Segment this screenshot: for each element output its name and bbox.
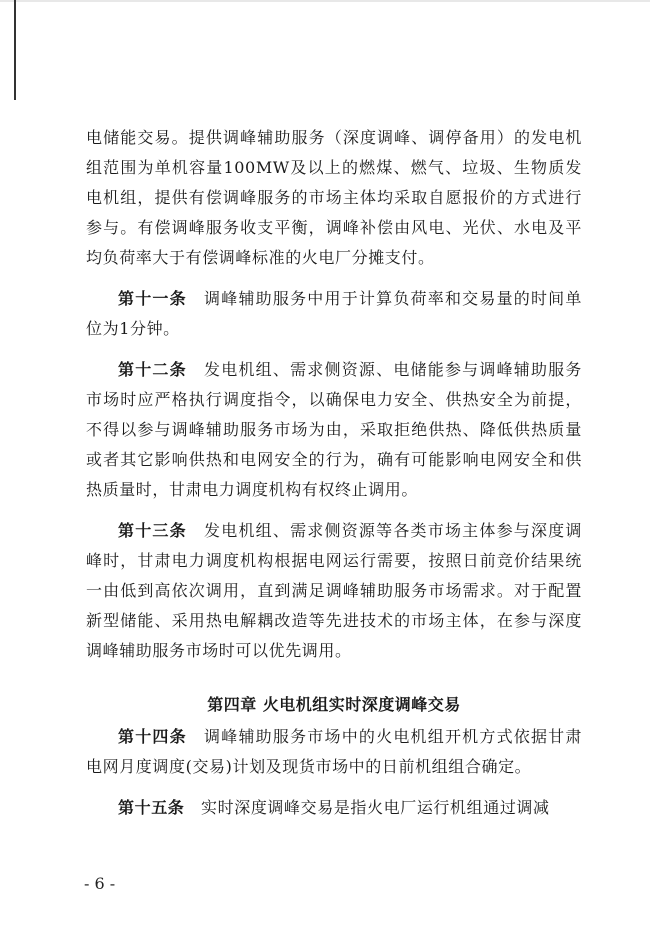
article-15 <box>86 793 582 823</box>
page-number: - 6 - <box>84 874 116 893</box>
document-body <box>86 123 582 834</box>
article-11-label: 第十一条 <box>118 289 187 308</box>
article-13 <box>86 516 582 666</box>
article-15-label: 第十五条 <box>118 798 185 817</box>
article-11 <box>86 284 582 344</box>
article-14 <box>86 722 582 782</box>
article-12 <box>86 355 582 505</box>
article-12-label: 第十二条 <box>118 360 187 379</box>
article-13-text: 发电机组、需求侧资源等各类市场主体参与深度调峰时，甘肃电力调度机构根据电网运行需要，按照日前竞价结果统一由低到高依次调用，直到满足调峰辅助服务市场需求。对于配置新型储能、采用热电解耦改造等先进技术的市场主体，在参与深度调峰辅助服务市场时可以优先调用。 <box>86 521 582 660</box>
article-12-text: 发电机组、需求侧资源、电储能参与调峰辅助服务市场时应严格执行调度指令，以确保电力安全、供热安全为前提，不得以参与调峰辅助服务市场为由，采取拒绝供热、降低供热质量或者其它影响供热和电网安全的行为，确有可能影响电网安全和供热质量时，甘肃电力调度机构有权终止调用。 <box>86 360 582 499</box>
article-15-text: 实时深度调峰交易是指火电厂运行机组通过调减 <box>201 798 550 817</box>
article-11-text: 调峰辅助服务中用于计算负荷率和交易量的时间单位为1分钟。 <box>86 289 582 338</box>
article-14-text: 调峰辅助服务市场中的火电机组开机方式依据甘肃电网月度调度(交易)计划及现货市场中的日前机组组合确定。 <box>86 727 582 776</box>
paragraph-continuation: 电储能交易。提供调峰辅助服务（深度调峰、调停备用）的发电机组范围为单机容量100MW及以上的燃煤、燃气、垃圾、生物质发电机组，提供有偿调峰服务的市场主体均采取自愿报价的方式进行参与。有偿调峰服务收支平衡，调峰补偿由风电、光伏、水电及平均负荷率大于有偿调峰标准的火电厂分摊支付。 <box>86 128 582 267</box>
scan-margin-line <box>14 0 16 100</box>
scan-edge <box>0 0 650 2</box>
article-14-label: 第十四条 <box>118 727 187 746</box>
chapter-heading: 第四章 火电机组实时深度调峰交易 <box>207 695 461 714</box>
article-13-label: 第十三条 <box>118 521 187 540</box>
